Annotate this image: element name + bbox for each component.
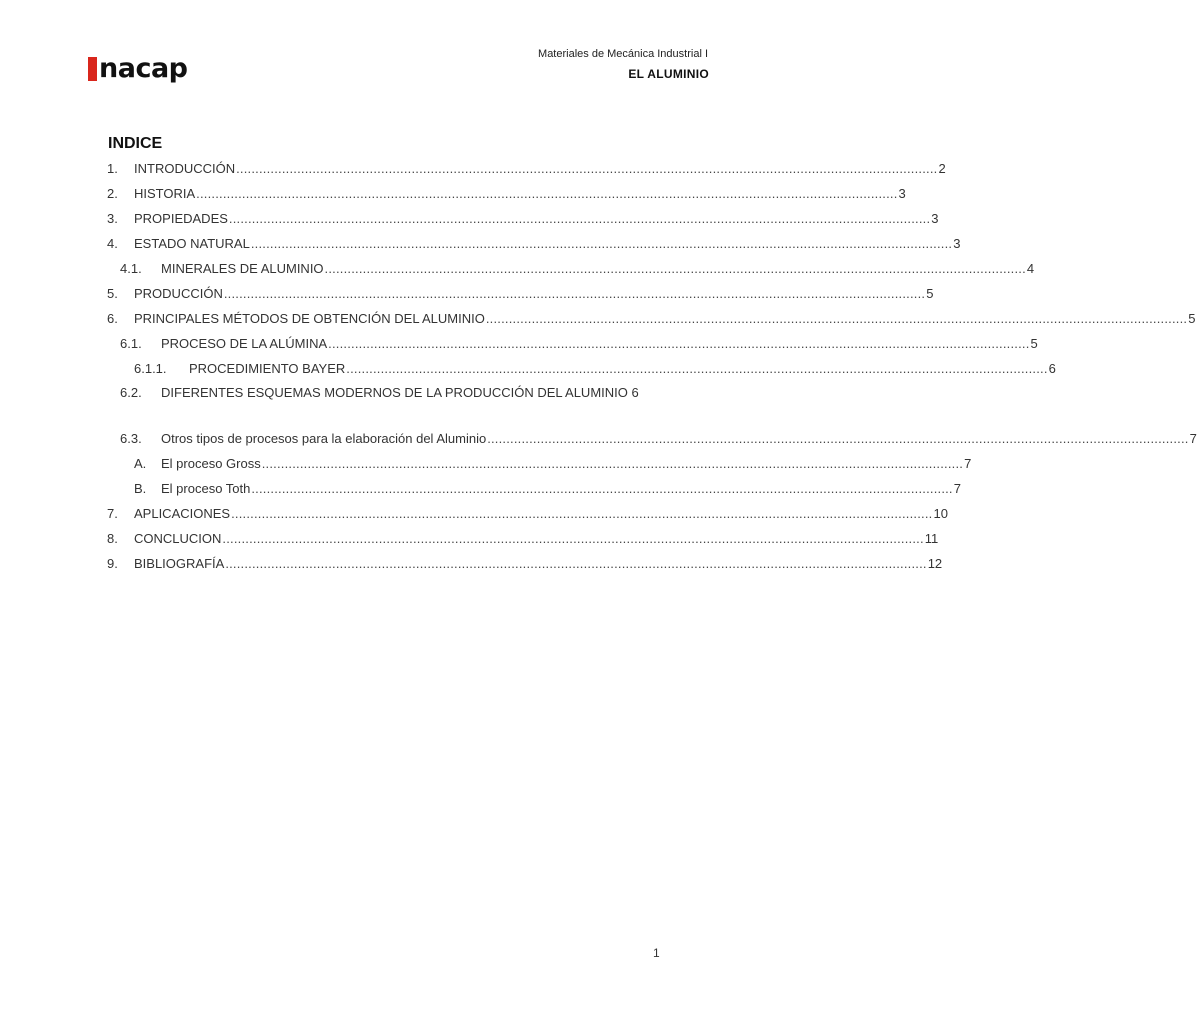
toc-entry-number: 6.2. xyxy=(120,385,142,400)
toc-entry-label: El proceso Toth xyxy=(161,481,251,496)
toc-entry-number: 9. xyxy=(107,556,118,571)
toc-entry-label: CONCLUCION xyxy=(134,531,222,546)
logo-text: nacap xyxy=(99,53,188,84)
toc-entry-page: 10 xyxy=(933,506,948,521)
toc-entry-label: DIFERENTES ESQUEMAS MODERNOS DE LA PRODUCCIÓN DEL ALUMINIO xyxy=(161,385,628,400)
toc-entry-page: 3 xyxy=(953,236,961,251)
toc-entry-label: PROPIEDADES xyxy=(134,211,228,226)
toc-entry-label: MINERALES DE ALUMINIO xyxy=(161,261,324,276)
toc-entry[interactable] xyxy=(107,551,943,576)
toc-heading: INDICE xyxy=(108,135,163,152)
toc-entry[interactable] xyxy=(107,356,1056,381)
toc-entry-page: 6 xyxy=(1048,361,1056,376)
toc-entry-page: 7 xyxy=(953,481,961,496)
toc-entry-number: A. xyxy=(134,456,147,471)
toc-leader: ........................................................................................................................................................................................ xyxy=(196,186,898,201)
toc-entry-label: BIBLIOGRAFÍA xyxy=(134,556,225,571)
toc-entry-number: 6.1.1. xyxy=(134,361,167,376)
toc-entry[interactable] xyxy=(107,476,961,501)
toc-entry-number: 1. xyxy=(107,161,118,176)
toc-leader: ........................................................................................................................................................................................ xyxy=(261,456,964,471)
toc-entry-label: PRINCIPALES MÉTODOS DE OBTENCIÓN DEL ALUMINIO xyxy=(134,311,485,326)
toc-entry[interactable] xyxy=(107,381,661,426)
toc-entry-page: 11 xyxy=(924,531,939,546)
toc-leader: ........................................................................................................................................................................................ xyxy=(250,236,953,251)
toc-entry-number: 8. xyxy=(107,531,118,546)
toc-entry[interactable] xyxy=(107,181,906,206)
logo-red-mark xyxy=(88,57,97,81)
toc-entry-number: 2. xyxy=(107,186,118,201)
toc-entry-label: INTRODUCCIÓN xyxy=(134,161,236,176)
header-title: EL ALUMINIO xyxy=(628,67,709,81)
toc-entry-label: PRODUCCIÓN xyxy=(134,286,223,301)
toc-leader: ........................................................................................................................................................................................ xyxy=(236,161,938,176)
toc-entry-number: 6.1. xyxy=(120,336,142,351)
toc-entry-page: 3 xyxy=(931,211,939,226)
toc-leader: ........................................................................................................................................................................................ xyxy=(225,556,927,571)
toc-entry-number: 3. xyxy=(107,211,118,226)
toc-leader: ........................................................................................................................................................................................ xyxy=(222,531,924,546)
toc-entry[interactable] xyxy=(107,526,939,551)
toc-leader: ........................................................................................................................................................................................ xyxy=(223,286,926,301)
toc-entry[interactable] xyxy=(107,231,961,256)
toc-entry-number: 6. xyxy=(107,311,118,326)
toc-entry-page: 5 xyxy=(1188,311,1196,326)
toc-entry-label: HISTORIA xyxy=(134,186,196,201)
toc-entry[interactable] xyxy=(107,426,1197,451)
toc-entry-page: 6 xyxy=(631,385,639,400)
toc-entry-label: ESTADO NATURAL xyxy=(134,236,250,251)
inacap-logo xyxy=(88,50,188,84)
toc-leader: ........................................................................................................................................................................................ xyxy=(228,211,931,226)
toc-entry-label: PROCEDIMIENTO BAYER xyxy=(189,361,346,376)
toc-entry[interactable] xyxy=(107,281,934,306)
toc-entry[interactable] xyxy=(107,156,946,181)
page-number: 1 xyxy=(653,946,660,960)
toc-entry[interactable] xyxy=(107,331,1038,356)
toc-entry-label: APLICACIONES xyxy=(134,506,231,521)
toc-entry-label-wrapped xyxy=(161,383,661,403)
table-of-contents xyxy=(107,156,1197,576)
toc-entry[interactable] xyxy=(107,451,972,476)
toc-entry-page: 5 xyxy=(1030,336,1038,351)
toc-entry-page: 7 xyxy=(964,456,972,471)
toc-entry[interactable] xyxy=(107,501,948,526)
toc-entry-number: 7. xyxy=(107,506,118,521)
toc-entry-label: El proceso Gross xyxy=(161,456,261,471)
toc-leader: ........................................................................................................................................................................................ xyxy=(328,336,1030,351)
toc-entry[interactable] xyxy=(107,206,939,231)
toc-entry-page: 4 xyxy=(1026,261,1035,276)
toc-entry-number: B. xyxy=(134,481,147,496)
header-course: Materiales de Mecánica Industrial I xyxy=(538,48,708,60)
toc-entry-label: PROCESO DE LA ALÚMINA xyxy=(161,336,328,351)
toc-leader: ........................................................................................................................................................................................ xyxy=(485,311,1188,326)
toc-entry-page: 5 xyxy=(926,286,934,301)
toc-leader: ........................................................................................................................................................................................ xyxy=(346,361,1048,376)
toc-entry-number: 4. xyxy=(107,236,118,251)
toc-entry[interactable] xyxy=(107,256,1035,281)
toc-entry-page: 7 xyxy=(1189,431,1197,446)
toc-entry-label: Otros tipos de procesos para la elaboración del Aluminio xyxy=(161,431,487,446)
toc-leader: ........................................................................................................................................................................................ xyxy=(231,506,933,521)
toc-entry[interactable] xyxy=(107,306,1196,331)
toc-entry-page: 3 xyxy=(898,186,906,201)
toc-entry-number: 4.1. xyxy=(120,261,142,276)
toc-entry-page: 2 xyxy=(938,161,946,176)
toc-entry-page: 12 xyxy=(927,556,943,571)
toc-leader: ........................................................................................................................................................................................ xyxy=(487,431,1189,446)
toc-entry-number: 6.3. xyxy=(120,431,142,446)
toc-leader: ........................................................................................................................................................................................ xyxy=(324,261,1026,276)
toc-entry-number: 5. xyxy=(107,286,118,301)
toc-leader: ........................................................................................................................................................................................ xyxy=(251,481,953,496)
